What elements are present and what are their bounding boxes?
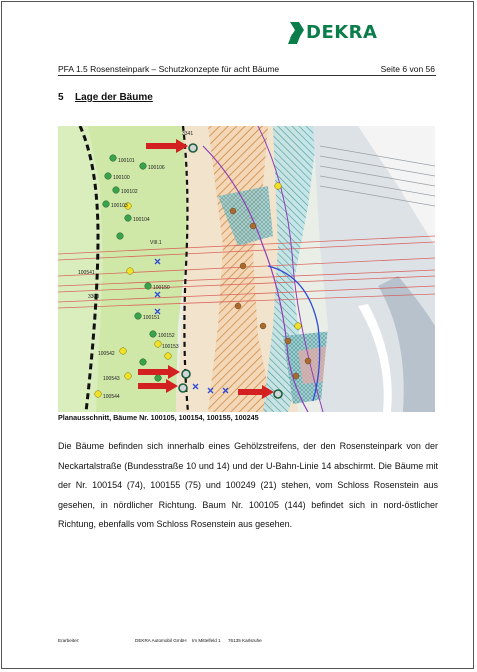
figure-caption: Planausschnitt, Bäume Nr. 100105, 100154, 100155, 100245 (58, 413, 259, 422)
page-number: Seite 6 von 56 (380, 64, 435, 74)
map-tree-label: 100100 (113, 175, 130, 181)
map-tree-label: 100102 (121, 189, 138, 195)
header-rule (58, 75, 436, 76)
map-tree-label: 100101 (118, 158, 135, 164)
map-tree-label: 3300 (88, 294, 100, 300)
map-tree-label: 3341 (182, 131, 194, 137)
footer-company: DEKRA Automobil GmbH (135, 638, 187, 643)
map-tree-label: 100106 (148, 165, 165, 171)
tree-100154-marker (182, 370, 190, 378)
map-tree-label: 100152 (158, 333, 175, 339)
map-tree-label: 100151 (143, 315, 160, 321)
tree-100245-marker (274, 390, 282, 398)
section-title: Lage der Bäume (75, 92, 153, 103)
tree-100105-marker (189, 144, 197, 152)
map-tree-label: 100153 (162, 344, 179, 350)
site-map (58, 126, 435, 412)
header-title: PFA 1.5 Rosensteinpark – Schutzkonzepte für acht Bäume (58, 64, 280, 74)
map-tree-label: 100150 (153, 285, 170, 291)
map-tree-label: 100104 (133, 217, 150, 223)
map-tree-label: 100544 (103, 394, 120, 400)
footer-label: Erarbeiter: (58, 638, 80, 643)
map-tree-label: 100541 (78, 270, 95, 276)
section-number: 5 (58, 92, 64, 103)
footer-street: Im Mittelfeld 1 (192, 638, 221, 643)
body-paragraph: Die Bäume befinden sich innerhalb eines Gehölzstreifens, der den Rosensteinpark von der Neckartalstraße (Bundesstraße 10 und 14) und der U-Bahn-Linie 14 abschirmt. Die Bäume mit der Nr. 100154 (74), 100155 (75) und 100249 (21) stehen, vom Schloss Rosenstein aus gesehen, in nördlicher Richtung. Baum Nr. 100105 (144) befindet sich in nord-östlicher Richtung, ebenfalls vom Schloss Rosenstein aus gesehen. (58, 441, 438, 530)
logo-text: DEKRA (306, 22, 378, 43)
map-tree-label: 100542 (98, 351, 115, 357)
tree-100155-marker (179, 384, 187, 392)
footer-city: 76135 Karlsruhe (228, 638, 262, 643)
map-tree-label: 100103 (111, 203, 128, 209)
map-area-label: VIII.1 (150, 240, 162, 246)
map-tree-label: 100543 (103, 376, 120, 382)
